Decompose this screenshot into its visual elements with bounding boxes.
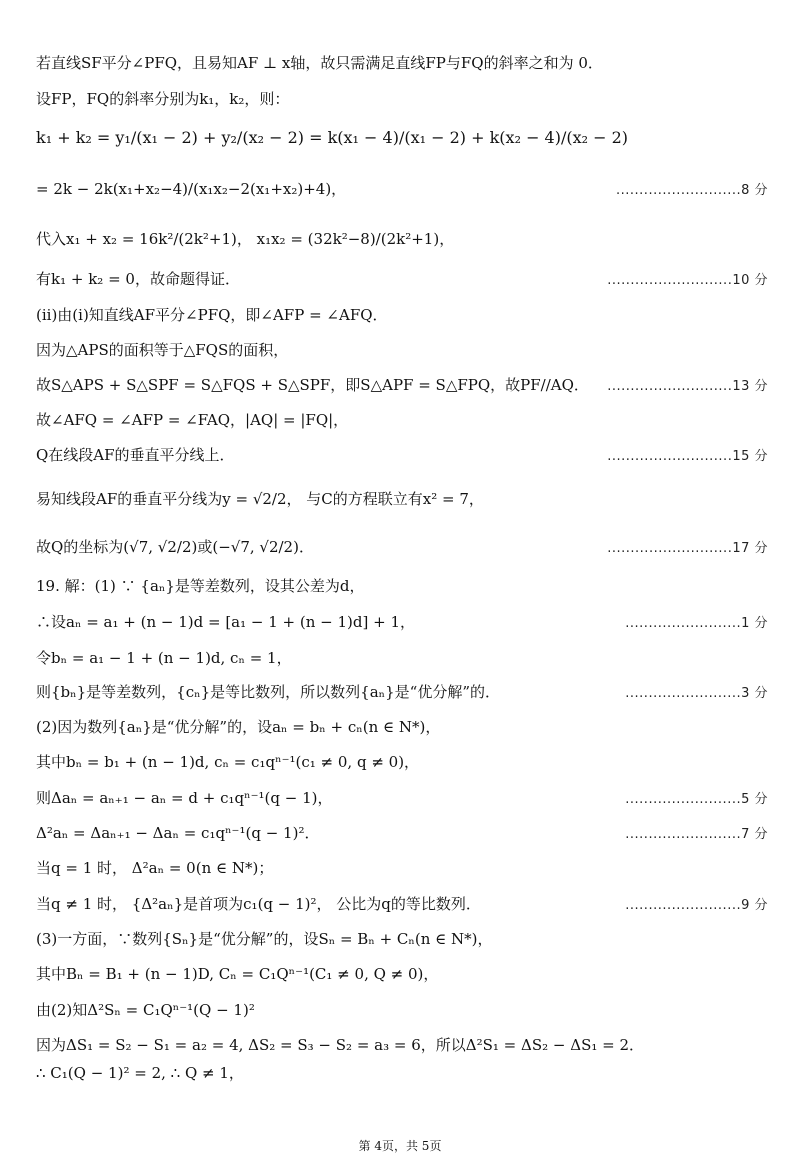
points-marker: .........................3 分 xyxy=(625,686,768,701)
line-text: 则Δaₙ = aₙ₊₁ − aₙ = d + c₁qⁿ⁻¹(q − 1)， xyxy=(36,789,333,807)
text-line xyxy=(36,304,768,325)
text-line xyxy=(36,647,768,668)
line-text: 由(2)知Δ²Sₙ = C₁Qⁿ⁻¹(Q − 1)² xyxy=(36,1001,255,1019)
line-text: 有k₁ + k₂ = 0，故命题得证． xyxy=(36,270,240,288)
text-line xyxy=(36,52,768,73)
line-text: (2)因为数列{aₙ}是“优分解”的，设aₙ = bₙ + cₙ(n ∈ N*)， xyxy=(36,718,441,736)
line-text: 因为△APS的面积等于△FQS的面积， xyxy=(36,341,289,359)
text-line xyxy=(36,716,768,737)
points-marker: .........................5 分 xyxy=(625,792,768,807)
line-text: 其中Bₙ = B₁ + (n − 1)D, Cₙ = C₁Qⁿ⁻¹(C₁ ≠ 0, Q ≠ 0)， xyxy=(36,965,439,983)
text-line xyxy=(36,893,768,914)
line-text: (ii)由(i)知直线AF平分∠PFQ，即∠AFP = ∠AFQ． xyxy=(36,306,388,324)
text-line xyxy=(36,963,768,984)
line-text: 故∠AFQ = ∠AFP = ∠FAQ，|AQ| = |FQ|， xyxy=(36,411,349,429)
text-line xyxy=(36,409,768,430)
points-marker: ...........................8 分 xyxy=(616,183,768,198)
line-text: 代入x₁ + x₂ = 16k²/(2k²+1)， x₁x₂ = (32k²−8)/(2k²+1)， xyxy=(36,230,455,248)
line-text: ∴设aₙ = a₁ + (n − 1)d = [a₁ − 1 + (n − 1)d] + 1， xyxy=(36,613,415,631)
line-text: 19. 解：(1) ∵ {aₙ}是等差数列，设其公差为d， xyxy=(36,577,365,595)
text-line xyxy=(36,611,768,632)
text-line xyxy=(36,228,768,249)
text-line xyxy=(36,268,768,289)
text-line xyxy=(36,822,768,843)
line-text: 其中bₙ = b₁ + (n − 1)d, cₙ = c₁qⁿ⁻¹(c₁ ≠ 0, q ≠ 0)， xyxy=(36,753,420,771)
points-marker: .........................9 分 xyxy=(625,898,768,913)
text-line xyxy=(36,928,768,949)
points-marker: .........................1 分 xyxy=(625,616,768,631)
line-text: 故Q的坐标为(√7, √2/2)或(−√7, √2/2)． xyxy=(36,538,314,556)
line-text: 令bₙ = a₁ − 1 + (n − 1)d, cₙ = 1， xyxy=(36,649,292,667)
text-line xyxy=(36,178,768,199)
line-text: k₁ + k₂ = y₁/(x₁ − 2) + y₂/(x₂ − 2) = k(x₁ − 4)/(x₁ − 2) + k(x₂ − 4)/(x₂ − 2) xyxy=(36,128,629,147)
points-marker: ...........................10 分 xyxy=(607,273,768,288)
line-text: 因为ΔS₁ = S₂ − S₁ = a₂ = 4, ΔS₂ = S₃ − S₂ = a₃ = 6，所以Δ²S₁ = ΔS₂ − ΔS₁ = 2． xyxy=(36,1036,645,1054)
text-line xyxy=(36,536,768,557)
line-text: 易知线段AF的垂直平分线为y = √2/2， 与C的方程联立有x² = 7， xyxy=(36,490,484,508)
page-footer: 第 4页，共 5页 xyxy=(358,1139,442,1153)
line-text: Δ²aₙ = Δaₙ₊₁ − Δaₙ = c₁qⁿ⁻¹(q − 1)²． xyxy=(36,824,320,842)
line-text: 设FP，FQ的斜率分别为k₁，k₂，则： xyxy=(36,90,290,108)
points-marker: ...........................15 分 xyxy=(607,449,768,464)
text-line xyxy=(36,1062,768,1083)
text-line xyxy=(36,751,768,772)
text-line xyxy=(36,88,768,109)
points-marker: ...........................13 分 xyxy=(607,379,768,394)
text-line xyxy=(36,999,768,1020)
line-text: 则{bₙ}是等差数列，{cₙ}是等比数列，所以数列{aₙ}是“优分解”的． xyxy=(36,683,501,701)
text-line xyxy=(36,339,768,360)
line-text: 当q ≠ 1 时， {Δ²aₙ}是首项为c₁(q − 1)²， 公比为q的等比数列． xyxy=(36,895,481,913)
line-text: 故S△APS + S△SPF = S△FQS + S△SPF，即S△APF = S△FPQ，故PF//AQ． xyxy=(36,376,589,394)
points-marker: ...........................17 分 xyxy=(607,541,768,556)
text-line xyxy=(36,374,768,395)
line-text: = 2k − 2k(x₁+x₂−4)/(x₁x₂−2(x₁+x₂)+4)， xyxy=(36,180,347,198)
text-line xyxy=(36,1034,768,1055)
text-line xyxy=(36,575,768,596)
text-line xyxy=(36,128,768,147)
text-line xyxy=(36,787,768,808)
line-text: Q在线段AF的垂直平分线上． xyxy=(36,446,235,464)
line-text: (3)一方面，∵数列{Sₙ}是“优分解”的，设Sₙ = Bₙ + Cₙ(n ∈ N*)， xyxy=(36,930,493,948)
points-marker: .........................7 分 xyxy=(625,827,768,842)
line-text: 当q = 1 时， Δ²aₙ = 0(n ∈ N*)； xyxy=(36,859,274,877)
text-line xyxy=(36,488,768,509)
text-line xyxy=(36,681,768,702)
text-line xyxy=(36,444,768,465)
line-text: ∴ C₁(Q − 1)² = 2, ∴ Q ≠ 1， xyxy=(36,1064,244,1082)
line-text: 若直线SF平分∠PFQ，且易知AF ⊥ x轴，故只需满足直线FP与FQ的斜率之和为 0． xyxy=(36,54,603,72)
text-line xyxy=(36,857,768,878)
